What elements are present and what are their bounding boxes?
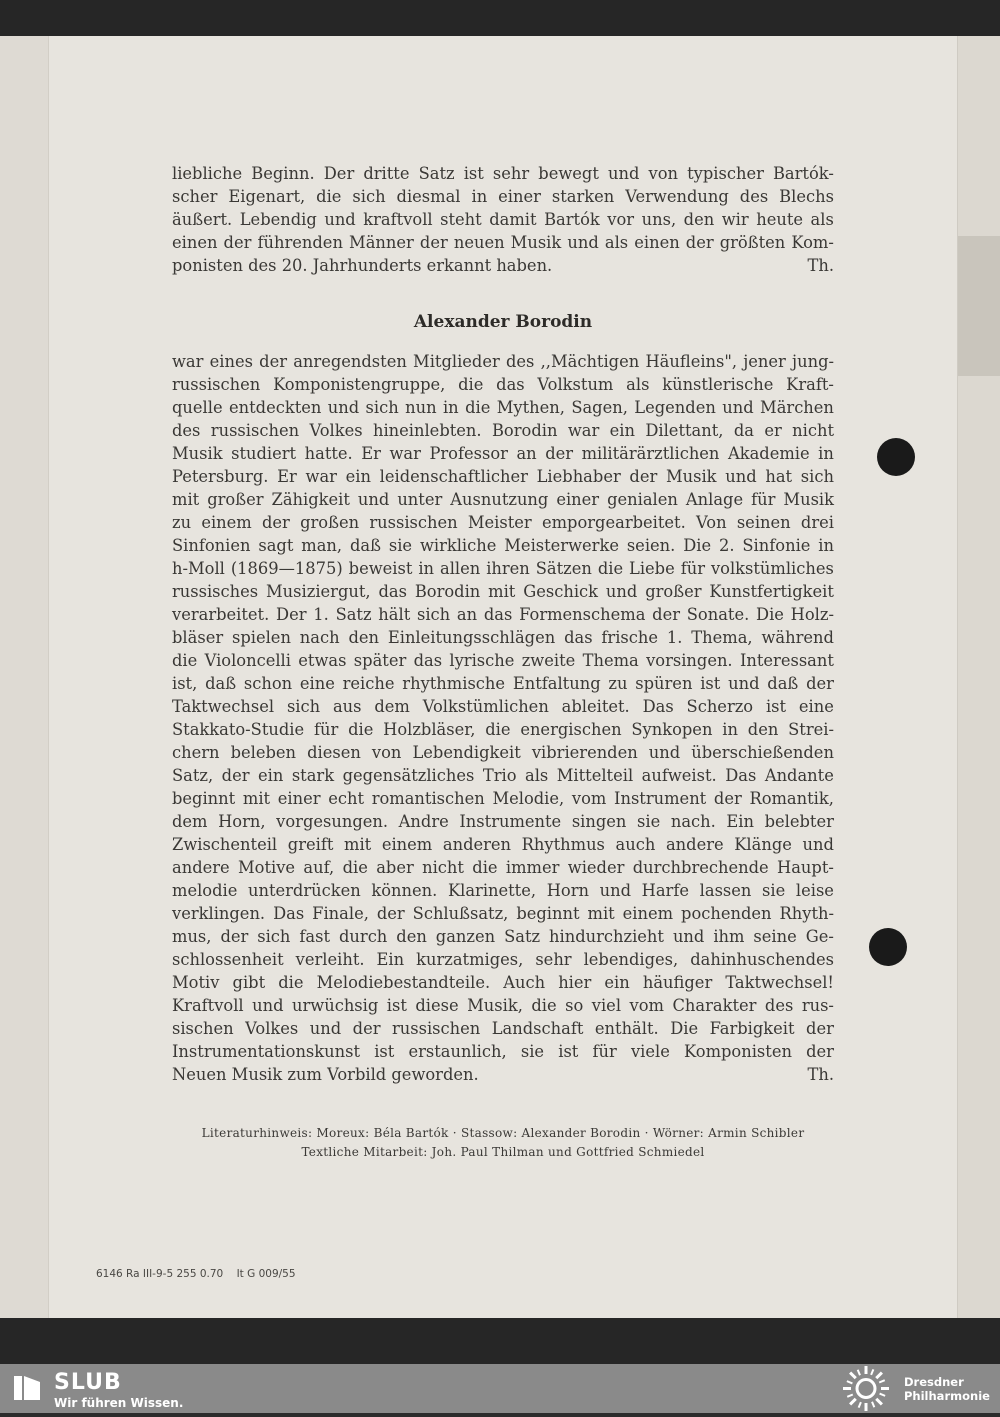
- text-line: verarbeitet. Der 1. Satz hält sich an das Formenschema der Sonate. Die Holz-: [172, 605, 834, 624]
- text-line: zu einem der großen russischen Meister emporgearbeitet. Von seinen drei: [172, 513, 834, 532]
- text-line: liebliche Beginn. Der dritte Satz ist sehr bewegt und von typischer Bartók-: [172, 164, 834, 183]
- author-signature: Th.: [807, 1065, 834, 1084]
- text-line: Kraftvoll und urwüchsig ist diese Musik, die so viel vom Charakter des rus-: [172, 996, 834, 1015]
- print-code: 6146 Ra III-9-5 255 0.70 It G 009/55: [96, 1268, 296, 1280]
- paragraph-borodin: [172, 350, 834, 1086]
- text-line: Zwischenteil greift mit einem anderen Rhythmus auch andere Klänge und: [172, 835, 834, 854]
- paragraph-bartok-end: [172, 162, 834, 277]
- philharmonie-line2: Philharmonie: [904, 1389, 990, 1403]
- section-heading: Alexander Borodin: [413, 312, 593, 332]
- text-line: dem Horn, vorgesungen. Andre Instrumente singen sie nach. Ein belebter: [172, 812, 834, 831]
- text-line: quelle entdeckten und sich nun in die Mythen, Sagen, Legenden und Märchen: [172, 398, 834, 417]
- references-literature: Literaturhinweis: Moreux: Béla Bartók · Stassow: Alexander Borodin · Wörner: Armin Schibler: [201, 1126, 805, 1140]
- text-line: sischen Volkes und der russischen Landschaft enthält. Die Farbigkeit der: [172, 1019, 834, 1038]
- text-line-last: [172, 254, 834, 277]
- text-line: h-Moll (1869—1875) beweist in allen ihren Sätzen die Liebe für volkstümliches: [172, 559, 834, 578]
- text-line: Motiv gibt die Melodiebestandteile. Auch hier ein häufiger Taktwechsel!: [172, 973, 834, 992]
- text-line: chern beleben diesen von Lebendigkeit vibrierenden und überschießenden: [172, 743, 834, 762]
- author-signature: Th.: [807, 256, 834, 275]
- footer-bar: [0, 1364, 1000, 1413]
- text-line: beginnt mit einer echt romantischen Melodie, vom Instrument der Romantik,: [172, 789, 834, 808]
- slub-title: SLUB: [54, 1370, 122, 1395]
- punch-hole: [869, 928, 907, 966]
- text-line: war eines der anregendsten Mitglieder des ,,Mächtigen Häufleins", jener jung-: [172, 352, 834, 371]
- text-line: russischen Komponistengruppe, die das Volkstum als künstlerische Kraft-: [172, 375, 834, 394]
- scan-border-top: [0, 0, 1000, 36]
- text-line: melodie unterdrücken können. Klarinette, Horn und Harfe lassen sie leise: [172, 881, 834, 900]
- references-contributors: Textliche Mitarbeit: Joh. Paul Thilman und Gottfried Schmiedel: [301, 1145, 705, 1159]
- text-line: einen der führenden Männer der neuen Musik und als einen der größten Kom-: [172, 233, 834, 252]
- text-line-last: [172, 1063, 834, 1086]
- text-line: Stakkato-Studie für die Holzbläser, die energischen Synkopen in den Strei-: [172, 720, 834, 739]
- text-line-content: ponisten des 20. Jahrhunderts erkannt haben.: [172, 256, 553, 275]
- slub-subtitle: Wir führen Wissen.: [54, 1396, 184, 1410]
- text-line: Satz, der ein stark gegensätzliches Trio als Mittelteil aufweist. Das Andante: [172, 766, 834, 785]
- punch-hole: [877, 438, 915, 476]
- text-line: Instrumentationskunst ist erstaunlich, sie ist für viele Komponisten der: [172, 1042, 834, 1061]
- text-line: scher Eigenart, die sich diesmal in einer starken Verwendung des Blechs: [172, 187, 834, 206]
- text-line: des russischen Volkes hineinlebten. Borodin war ein Dilettant, da er nicht: [172, 421, 834, 440]
- text-line-content: Neuen Musik zum Vorbild geworden.: [172, 1065, 479, 1084]
- text-line: Petersburg. Er war ein leidenschaftlicher Liebhaber der Musik und hat sich: [172, 467, 834, 486]
- text-line: bläser spielen nach den Einleitungsschlägen das frische 1. Thema, während: [172, 628, 834, 647]
- text-line: Musik studiert hatte. Er war Professor an der militärärztlichen Akademie in: [172, 444, 834, 463]
- text-line: äußert. Lebendig und kraftvoll steht damit Bartók vor uns, den wir heute als: [172, 210, 834, 229]
- slub-logo-icon: [12, 1372, 42, 1406]
- philharmonie-line1: Dresdner: [904, 1375, 964, 1389]
- scan-border-bottom: [0, 1318, 1000, 1364]
- text-line: verklingen. Das Finale, der Schlußsatz, beginnt mit einem pochenden Rhyth-: [172, 904, 834, 923]
- text-line: andere Motive auf, die aber nicht die immer wieder durchbrechende Haupt-: [172, 858, 834, 877]
- references: [172, 1124, 834, 1162]
- philharmonie-logo-icon: [840, 1364, 892, 1417]
- text-line: mus, der sich fast durch den ganzen Satz hindurchzieht und ihm seine Ge-: [172, 927, 834, 946]
- paper-tab: [958, 236, 1000, 376]
- page-fold-left: [0, 36, 49, 1318]
- text-line: mit großer Zähigkeit und unter Ausnutzung einer genialen Anlage für Musik: [172, 490, 834, 509]
- text-line: Taktwechsel sich aus dem Volkstümlichen ableitet. Das Scherzo ist eine: [172, 697, 834, 716]
- text-line: russisches Musiziergut, das Borodin mit Geschick und großer Kunstfertigkeit: [172, 582, 834, 601]
- text-line: schlossenheit verleiht. Ein kurzatmiges, sehr lebendiges, dahinhuschendes: [172, 950, 834, 969]
- page-fold-right: [957, 36, 1000, 1318]
- text-line: Sinfonien sagt man, daß sie wirkliche Meisterwerke seien. Die 2. Sinfonie in: [172, 536, 834, 555]
- philharmonie-name: [904, 1375, 990, 1403]
- text-line: die Violoncelli etwas später das lyrische zweite Thema vorsingen. Interessant: [172, 651, 834, 670]
- text-line: ist, daß schon eine reiche rhythmische Entfaltung zu spüren ist und daß der: [172, 674, 834, 693]
